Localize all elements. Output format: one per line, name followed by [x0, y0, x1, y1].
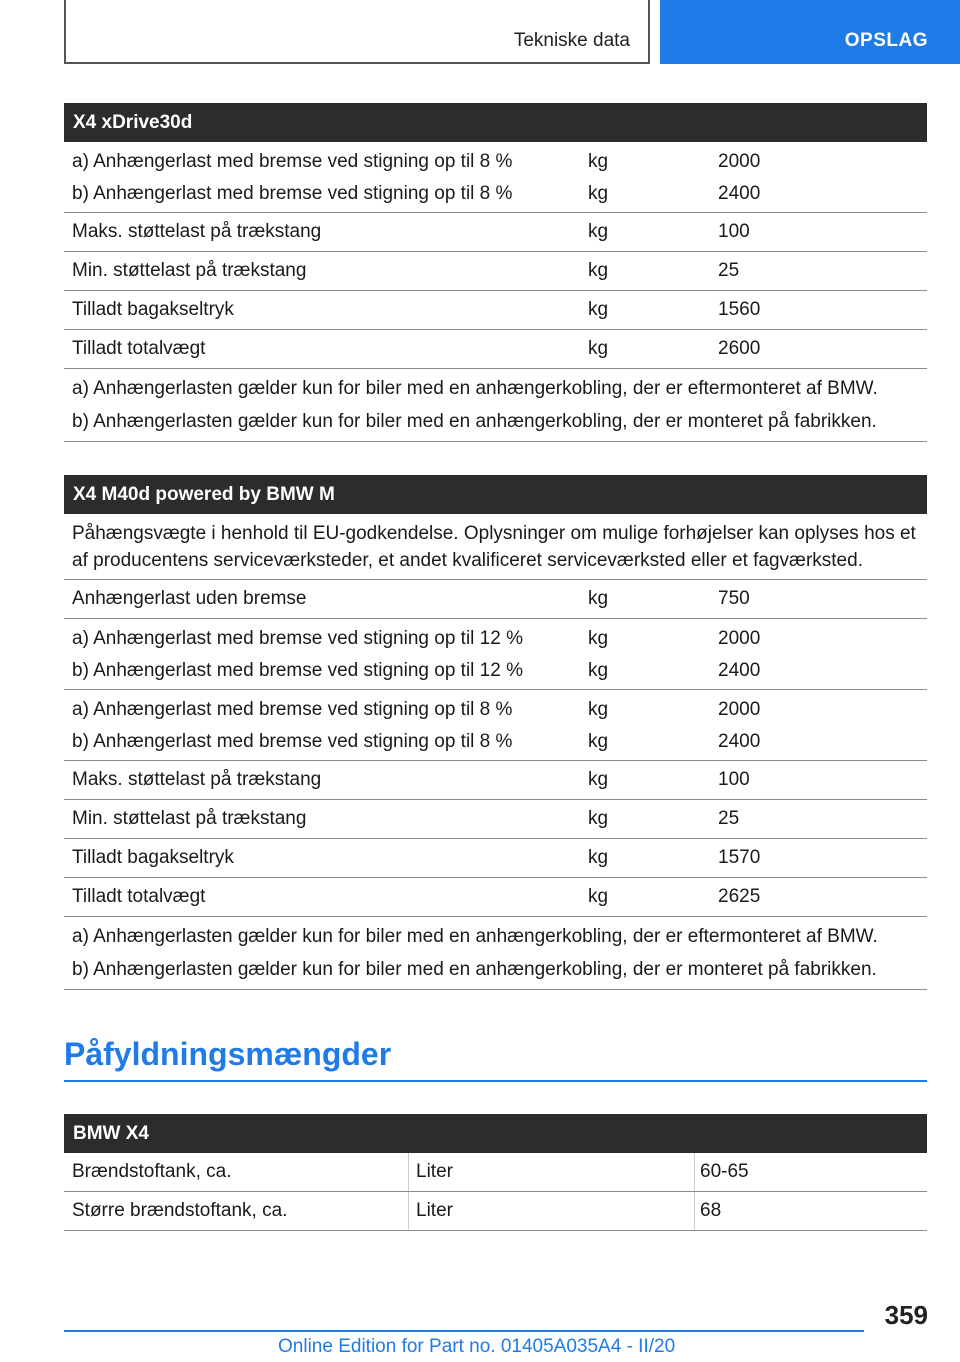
cell-label: a) Anhængerlast med bremse ved stigning op til 8 %	[72, 151, 513, 172]
footer-edition: Online Edition for Part no. 01405A035A4 - II/20	[278, 1336, 676, 1357]
cell-label: b) Anhængerlast med bremse ved stigning op til 8 %	[72, 183, 513, 204]
table-notes	[64, 917, 927, 990]
cell-label: Maks. støttelast på trækstang	[72, 769, 322, 790]
cell-unit: kg	[588, 847, 609, 868]
cell-value: 2625	[718, 886, 761, 907]
cell-label: Tilladt totalvægt	[72, 338, 206, 359]
cell-value: 1560	[718, 299, 761, 320]
cell-label: b) Anhængerlast med bremse ved stigning op til 8 %	[72, 731, 513, 752]
table-x4-xdrive30d	[64, 103, 927, 442]
footer-divider	[64, 1330, 864, 1332]
note-b: b) Anhængerlasten gælder kun for biler med en anhængerkobling, der er monteret på fabrikken.	[72, 411, 877, 432]
cell-value: 2600	[718, 338, 761, 359]
cell-label: Tilladt totalvægt	[72, 886, 206, 907]
table-row	[64, 291, 927, 330]
cell-label: Anhængerlast uden bremse	[72, 588, 307, 609]
note-a: a) Anhængerlasten gælder kun for biler med en anhængerkobling, der er eftermonteret af BMW.	[72, 378, 878, 399]
header-section-box	[64, 0, 650, 64]
table-notes	[64, 369, 927, 442]
table-row	[64, 252, 927, 291]
table-row	[64, 213, 927, 252]
cell-label: Min. støttelast på trækstang	[72, 808, 307, 829]
cell-unit: kg	[588, 731, 609, 752]
cell-label: Større brændstoftank, ca.	[72, 1200, 288, 1221]
table-intro: Påhængsvægte i henhold til EU-godkendelse. Oplysninger om mulige forhøjelser kan oplyses hos et af producentens serviceværksteder, et andet kvalificeret serviceværksted eller et fagværksted.	[64, 514, 927, 580]
cell-value: 25	[718, 808, 740, 829]
cell-value: 25	[718, 260, 740, 281]
cell-value: 100	[718, 769, 750, 790]
table-bmw-x4	[64, 1114, 927, 1231]
cell-label: a) Anhængerlast med bremse ved stigning op til 12 %	[72, 628, 523, 649]
cell-value: 2000	[718, 628, 761, 649]
header-tab-label: OPSLAG	[844, 30, 928, 51]
cell-unit: kg	[588, 151, 609, 172]
table-row	[64, 761, 927, 800]
table-row	[64, 330, 927, 369]
cell-label: Tilladt bagakseltryk	[72, 847, 234, 868]
table-x4-m40d	[64, 475, 927, 990]
table-row	[64, 690, 927, 761]
cell-unit: kg	[588, 886, 609, 907]
cell-value: 60-65	[700, 1161, 749, 1182]
cell-value: 1570	[718, 847, 761, 868]
table-row	[64, 800, 927, 839]
cell-value: 100	[718, 221, 750, 242]
cell-value: 2400	[718, 731, 761, 752]
cell-label: Tilladt bagakseltryk	[72, 299, 234, 320]
cell-unit: kg	[588, 299, 609, 320]
cell-value: 68	[700, 1200, 722, 1221]
cell-label: b) Anhængerlast med bremse ved stigning op til 12 %	[72, 660, 523, 681]
table-row	[64, 619, 927, 690]
cell-unit: kg	[588, 221, 609, 242]
cell-unit: kg	[588, 699, 609, 720]
cell-value: 2400	[718, 183, 761, 204]
table-row	[64, 878, 927, 917]
table-row	[64, 1192, 927, 1231]
section-divider	[64, 1080, 927, 1082]
cell-unit: kg	[588, 588, 609, 609]
table-row	[64, 839, 927, 878]
table-title: BMW X4	[64, 1114, 927, 1153]
note-a: a) Anhængerlasten gælder kun for biler med en anhængerkobling, der er eftermonteret af BMW.	[72, 926, 878, 947]
cell-unit: kg	[588, 338, 609, 359]
cell-unit: kg	[588, 808, 609, 829]
table-row	[64, 580, 927, 619]
cell-value: 2400	[718, 660, 761, 681]
page-number: 359	[884, 1300, 928, 1330]
cell-unit: Liter	[416, 1161, 453, 1182]
cell-unit: kg	[588, 660, 609, 681]
table-row	[64, 1153, 927, 1192]
note-b: b) Anhængerlasten gælder kun for biler med en anhængerkobling, der er monteret på fabrikken.	[72, 959, 877, 980]
cell-unit: kg	[588, 769, 609, 790]
cell-label: a) Anhængerlast med bremse ved stigning op til 8 %	[72, 699, 513, 720]
cell-unit: kg	[588, 628, 609, 649]
header-tab-opslag[interactable]	[660, 0, 960, 64]
table-title: X4 xDrive30d	[64, 103, 927, 142]
cell-unit: Liter	[416, 1200, 453, 1221]
header-section-title: Tekniske data	[513, 30, 630, 51]
cell-value: 750	[718, 588, 750, 609]
cell-value: 2000	[718, 699, 761, 720]
table-row	[64, 142, 927, 213]
section-heading: Påfyldningsmængder	[64, 1036, 392, 1072]
cell-label: Min. støttelast på trækstang	[72, 260, 307, 281]
table-title: X4 M40d powered by BMW M	[64, 475, 927, 514]
cell-unit: kg	[588, 260, 609, 281]
cell-value: 2000	[718, 151, 761, 172]
cell-label: Brændstoftank, ca.	[72, 1161, 232, 1182]
cell-unit: kg	[588, 183, 609, 204]
cell-label: Maks. støttelast på trækstang	[72, 221, 322, 242]
